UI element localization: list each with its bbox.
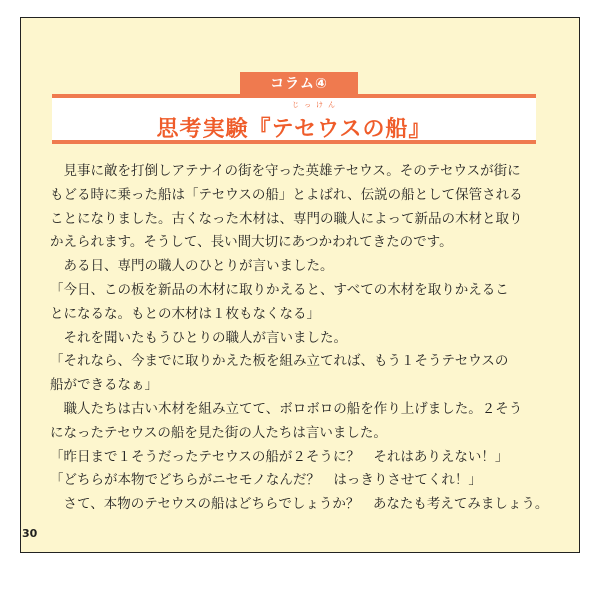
title-box <box>52 94 536 144</box>
text-line: 「今日、この板を新品の木材に取りかえると、すべての木材を取りかえるこ <box>50 281 509 298</box>
text-line: ことになりました。古くなった木材は、専門の職人によって新品の木材と取り <box>50 210 523 227</box>
column-tag: コラム④ <box>240 72 358 94</box>
text-line: もどる時に乗った船は「テセウスの船」とよばれ、伝説の船として保管される <box>50 186 523 203</box>
text-line: かえられます。そうして、長い間大切にあつかわれてきたのです。 <box>50 234 453 251</box>
text-line: ある日、専門の職人のひとりが言いました。 <box>50 258 334 275</box>
text-line: とになるな。もとの木材は１枚もなくなる」 <box>50 305 320 322</box>
text-line: になったテセウスの船を見た街の人たちは言いました。 <box>50 424 387 441</box>
title-ruby: じっけん <box>292 101 340 109</box>
text-line: 船ができるなぁ」 <box>50 377 158 394</box>
text-line: 「昨日まで１そうだったテセウスの船が２そうに？ それはありえない！」 <box>50 448 509 465</box>
text-line: 「それなら、今までに取りかえた板を組み立てれば、もう１そうテセウスの <box>50 353 509 370</box>
text-line: 「どちらが本物でどちらがニセモノなんだ？ はっきりさせてくれ！」 <box>50 472 482 489</box>
page-title: 思考実験『テセウスの船』 <box>156 117 432 142</box>
text-line: さて、本物のテセウスの船はどちらでしょうか？ あなたも考えてみましょう。 <box>50 496 549 513</box>
body-text <box>50 160 550 517</box>
page-number: 30 <box>22 527 38 540</box>
text-line: それを聞いたもうひとりの職人が言いました。 <box>50 329 347 346</box>
text-line: 見事に敵を打倒しアテナイの街を守った英雄テセウス。そのテセウスが街に <box>50 163 521 179</box>
text-line: 職人たちは古い木材を組み立てて、ボロボロの船を作り上げました。２そう <box>50 400 523 417</box>
